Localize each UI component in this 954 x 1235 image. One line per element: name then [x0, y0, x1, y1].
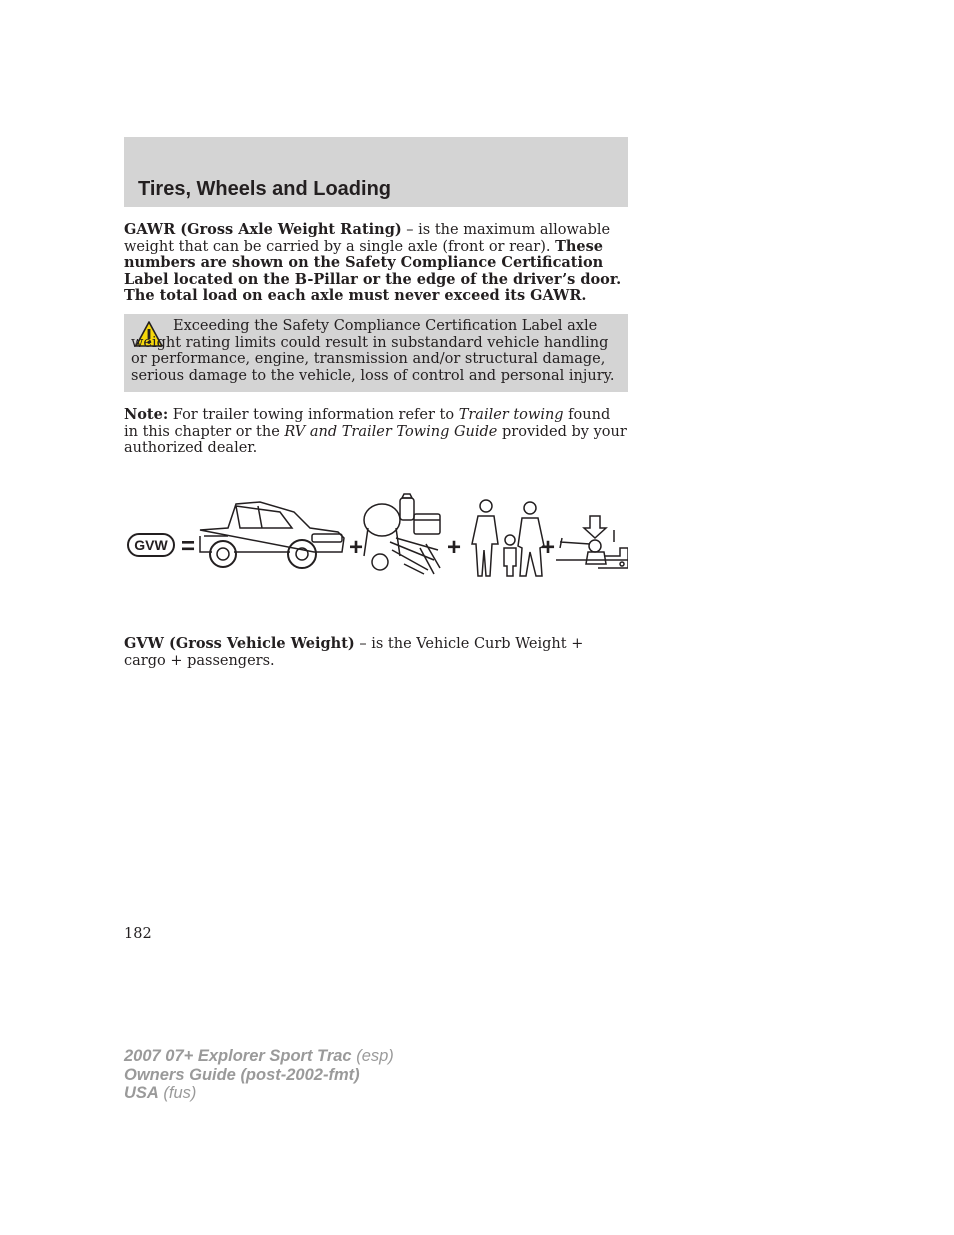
gvw-paragraph [124, 636, 628, 669]
gvw-definition: – is the Vehicle Curb Weight + cargo + passengers. [124, 636, 584, 669]
note-label: Note: [124, 406, 169, 423]
trailer-hitch-icon [556, 516, 628, 568]
warning-text: Exceeding the Safety Compliance Certification Label axle weight rating limits could result in substandard vehicle handling or performance, engine, transmission and/or structural damage, serious damage to the vehicle, loss of control and personal injury. [131, 318, 615, 384]
pickup-truck-icon [200, 502, 344, 568]
page-number: 182 [124, 926, 152, 942]
footer-line-1 [124, 1047, 394, 1066]
section-header [124, 137, 628, 207]
footer-line-3 [124, 1084, 394, 1103]
rv-towing-guide-reference: RV and Trailer Towing Guide [284, 423, 498, 440]
trailer-towing-reference: Trailer towing [458, 407, 564, 423]
footer-model: 2007 07+ Explorer Sport Trac [124, 1047, 352, 1065]
gvw-diagram [124, 490, 628, 582]
footer-guide: Owners Guide (post-2002-fmt) [124, 1065, 360, 1084]
gawr-paragraph [124, 222, 628, 305]
gvw-label: GVW [134, 537, 168, 553]
note-text-2: found in this chapter or the [124, 407, 611, 440]
passengers-icon [472, 500, 544, 576]
document-footer [124, 1047, 394, 1103]
note-paragraph [124, 407, 628, 457]
cargo-icon [364, 494, 440, 574]
warning-box [124, 314, 628, 392]
plus-sign-2: + [446, 534, 462, 561]
gawr-term: GAWR (Gross Axle Weight Rating) [124, 221, 402, 238]
equals-sign: = [180, 533, 196, 560]
gawr-emphasis: These numbers are shown on the Safety Compliance Certification Label located on the B-Pillar or the edge of the driver’s door. The total load on each axle must never exceed its GAWR. [124, 237, 622, 305]
footer-model-code: (esp) [351, 1047, 394, 1065]
section-title: Tires, Wheels and Loading [138, 178, 392, 200]
gvw-badge [128, 534, 174, 556]
gawr-definition: – is the maximum allowable weight that can be carried by a single axle (front or rear). [124, 222, 611, 255]
footer-market-code: (fus) [158, 1084, 197, 1102]
note-text-3: provided by your authorized dealer. [124, 423, 627, 457]
footer-line-2 [124, 1066, 394, 1085]
note-text-1: For trailer towing information refer to [168, 407, 459, 423]
plus-sign-1: + [348, 534, 364, 561]
gvw-term: GVW (Gross Vehicle Weight) [124, 635, 355, 652]
footer-market: USA [124, 1084, 159, 1102]
plus-sign-3: + [540, 534, 556, 561]
